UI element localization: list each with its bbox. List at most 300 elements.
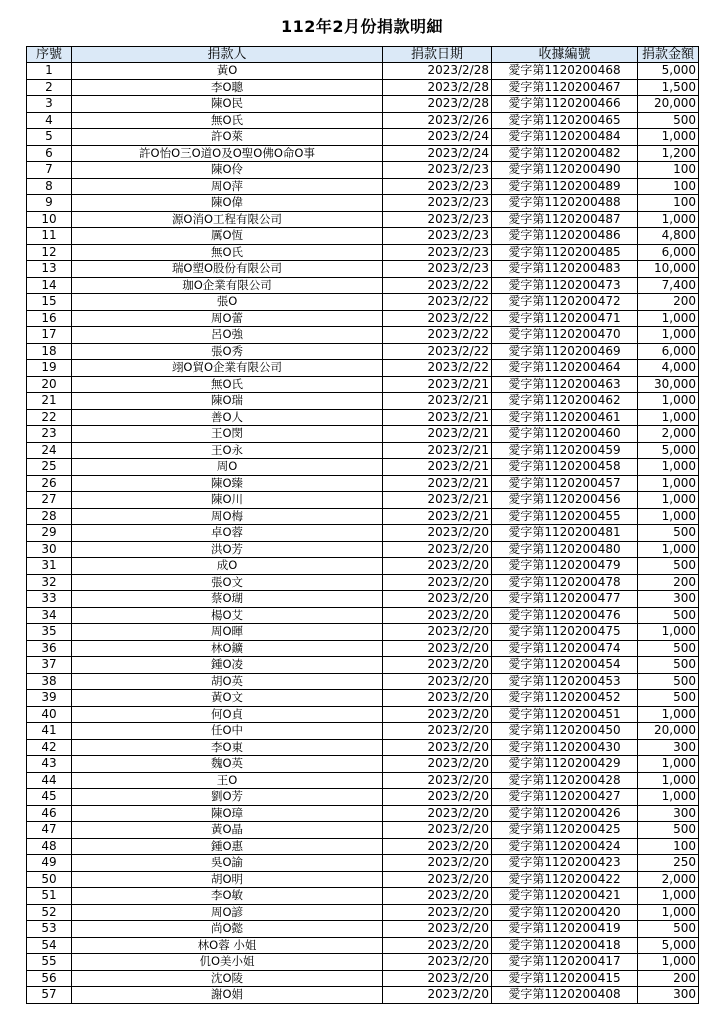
amount-cell: 500	[638, 690, 699, 707]
date-cell: 2023/2/20	[383, 525, 492, 542]
receipt-cell: 愛字第1120200470	[492, 327, 638, 344]
amount-cell: 1,000	[638, 459, 699, 476]
donor-cell: 周O暉	[72, 624, 383, 641]
seq-cell: 25	[27, 459, 72, 476]
date-cell: 2023/2/21	[383, 492, 492, 509]
amount-cell: 30,000	[638, 376, 699, 393]
amount-cell: 500	[638, 525, 699, 542]
column-header-seq: 序號	[27, 47, 72, 63]
table-body	[27, 63, 699, 1004]
amount-cell: 300	[638, 805, 699, 822]
table-row	[27, 96, 699, 113]
table-row	[27, 261, 699, 278]
donation-table	[26, 46, 699, 1004]
seq-cell: 48	[27, 838, 72, 855]
receipt-cell: 愛字第1120200466	[492, 96, 638, 113]
donor-cell: 無O氏	[72, 244, 383, 261]
date-cell: 2023/2/20	[383, 624, 492, 641]
amount-cell: 6,000	[638, 244, 699, 261]
seq-cell: 16	[27, 310, 72, 327]
receipt-cell: 愛字第1120200483	[492, 261, 638, 278]
donor-cell: 鍾O凌	[72, 657, 383, 674]
amount-cell: 100	[638, 178, 699, 195]
date-cell: 2023/2/21	[383, 459, 492, 476]
donor-cell: 瑞O塑O股份有限公司	[72, 261, 383, 278]
amount-cell: 1,000	[638, 310, 699, 327]
amount-cell: 5,000	[638, 442, 699, 459]
seq-cell: 13	[27, 261, 72, 278]
table-row	[27, 888, 699, 905]
date-cell: 2023/2/20	[383, 789, 492, 806]
date-cell: 2023/2/21	[383, 426, 492, 443]
column-header-amount: 捐款金額	[638, 47, 699, 63]
date-cell: 2023/2/21	[383, 393, 492, 410]
table-row	[27, 855, 699, 872]
donor-cell: 許O萊	[72, 129, 383, 146]
seq-cell: 14	[27, 277, 72, 294]
receipt-cell: 愛字第1120200488	[492, 195, 638, 212]
amount-cell: 500	[638, 558, 699, 575]
receipt-cell: 愛字第1120200421	[492, 888, 638, 905]
receipt-cell: 愛字第1120200484	[492, 129, 638, 146]
table-row	[27, 558, 699, 575]
receipt-cell: 愛字第1120200451	[492, 706, 638, 723]
date-cell: 2023/2/20	[383, 937, 492, 954]
amount-cell: 1,000	[638, 789, 699, 806]
table-row	[27, 63, 699, 80]
donor-cell: 何O貞	[72, 706, 383, 723]
donor-cell: 源O消O工程有限公司	[72, 211, 383, 228]
receipt-cell: 愛字第1120200422	[492, 871, 638, 888]
table-row	[27, 442, 699, 459]
amount-cell: 1,000	[638, 211, 699, 228]
table-row	[27, 987, 699, 1004]
donor-cell: 黃O晶	[72, 822, 383, 839]
donor-cell: 林O鑛	[72, 640, 383, 657]
date-cell: 2023/2/20	[383, 591, 492, 608]
date-cell: 2023/2/22	[383, 277, 492, 294]
seq-cell: 35	[27, 624, 72, 641]
donor-cell: 陳O瑞	[72, 393, 383, 410]
receipt-cell: 愛字第1120200474	[492, 640, 638, 657]
donor-cell: 翊O貿O企業有限公司	[72, 360, 383, 377]
date-cell: 2023/2/20	[383, 921, 492, 938]
amount-cell: 100	[638, 838, 699, 855]
date-cell: 2023/2/21	[383, 442, 492, 459]
date-cell: 2023/2/21	[383, 508, 492, 525]
table-row	[27, 822, 699, 839]
date-cell: 2023/2/20	[383, 673, 492, 690]
seq-cell: 28	[27, 508, 72, 525]
table-row	[27, 343, 699, 360]
donor-cell: 仉O美小姐	[72, 954, 383, 971]
column-header-receipt: 收據編號	[492, 47, 638, 63]
date-cell: 2023/2/23	[383, 211, 492, 228]
donor-cell: 周O梅	[72, 508, 383, 525]
seq-cell: 4	[27, 112, 72, 129]
donor-cell: 楊O艾	[72, 607, 383, 624]
date-cell: 2023/2/20	[383, 657, 492, 674]
seq-cell: 12	[27, 244, 72, 261]
seq-cell: 32	[27, 574, 72, 591]
amount-cell: 1,000	[638, 541, 699, 558]
table-row	[27, 162, 699, 179]
donor-cell: 李O東	[72, 739, 383, 756]
seq-cell: 44	[27, 772, 72, 789]
amount-cell: 1,000	[638, 327, 699, 344]
receipt-cell: 愛字第1120200476	[492, 607, 638, 624]
amount-cell: 100	[638, 195, 699, 212]
date-cell: 2023/2/21	[383, 376, 492, 393]
seq-cell: 36	[27, 640, 72, 657]
date-cell: 2023/2/20	[383, 756, 492, 773]
amount-cell: 1,000	[638, 772, 699, 789]
donor-cell: 周O萍	[72, 178, 383, 195]
date-cell: 2023/2/20	[383, 970, 492, 987]
date-cell: 2023/2/20	[383, 805, 492, 822]
table-row	[27, 508, 699, 525]
date-cell: 2023/2/26	[383, 112, 492, 129]
amount-cell: 2,000	[638, 426, 699, 443]
donor-cell: 任O中	[72, 723, 383, 740]
seq-cell: 10	[27, 211, 72, 228]
donor-cell: 沈O陵	[72, 970, 383, 987]
receipt-cell: 愛字第1120200427	[492, 789, 638, 806]
receipt-cell: 愛字第1120200418	[492, 937, 638, 954]
receipt-cell: 愛字第1120200459	[492, 442, 638, 459]
seq-cell: 23	[27, 426, 72, 443]
date-cell: 2023/2/20	[383, 888, 492, 905]
donor-cell: 王O閔	[72, 426, 383, 443]
donor-cell: 張O文	[72, 574, 383, 591]
table-row	[27, 574, 699, 591]
table-row	[27, 277, 699, 294]
seq-cell: 33	[27, 591, 72, 608]
seq-cell: 45	[27, 789, 72, 806]
seq-cell: 40	[27, 706, 72, 723]
amount-cell: 500	[638, 822, 699, 839]
seq-cell: 5	[27, 129, 72, 146]
amount-cell: 1,000	[638, 508, 699, 525]
amount-cell: 1,000	[638, 624, 699, 641]
amount-cell: 6,000	[638, 343, 699, 360]
seq-cell: 53	[27, 921, 72, 938]
table-row	[27, 871, 699, 888]
donor-cell: 蔡O瑚	[72, 591, 383, 608]
receipt-cell: 愛字第1120200462	[492, 393, 638, 410]
amount-cell: 500	[638, 657, 699, 674]
receipt-cell: 愛字第1120200479	[492, 558, 638, 575]
seq-cell: 54	[27, 937, 72, 954]
amount-cell: 1,000	[638, 129, 699, 146]
table-row	[27, 426, 699, 443]
receipt-cell: 愛字第1120200465	[492, 112, 638, 129]
seq-cell: 24	[27, 442, 72, 459]
receipt-cell: 愛字第1120200425	[492, 822, 638, 839]
table-row	[27, 145, 699, 162]
donor-cell: 張O秀	[72, 343, 383, 360]
date-cell: 2023/2/23	[383, 244, 492, 261]
date-cell: 2023/2/23	[383, 228, 492, 245]
receipt-cell: 愛字第1120200452	[492, 690, 638, 707]
table-row	[27, 690, 699, 707]
amount-cell: 500	[638, 112, 699, 129]
date-cell: 2023/2/20	[383, 822, 492, 839]
receipt-cell: 愛字第1120200477	[492, 591, 638, 608]
receipt-cell: 愛字第1120200467	[492, 79, 638, 96]
amount-cell: 1,000	[638, 954, 699, 971]
seq-cell: 26	[27, 475, 72, 492]
date-cell: 2023/2/21	[383, 409, 492, 426]
seq-cell: 43	[27, 756, 72, 773]
amount-cell: 500	[638, 673, 699, 690]
donor-cell: 陳O伶	[72, 162, 383, 179]
amount-cell: 300	[638, 739, 699, 756]
receipt-cell: 愛字第1120200423	[492, 855, 638, 872]
receipt-cell: 愛字第1120200453	[492, 673, 638, 690]
table-row	[27, 393, 699, 410]
seq-cell: 1	[27, 63, 72, 80]
date-cell: 2023/2/20	[383, 640, 492, 657]
table-row	[27, 739, 699, 756]
date-cell: 2023/2/20	[383, 607, 492, 624]
date-cell: 2023/2/20	[383, 706, 492, 723]
donor-cell: 王O	[72, 772, 383, 789]
receipt-cell: 愛字第1120200415	[492, 970, 638, 987]
donor-cell: 李O聰	[72, 79, 383, 96]
date-cell: 2023/2/24	[383, 145, 492, 162]
donor-cell: 鍾O惠	[72, 838, 383, 855]
date-cell: 2023/2/28	[383, 63, 492, 80]
seq-cell: 22	[27, 409, 72, 426]
date-cell: 2023/2/20	[383, 772, 492, 789]
receipt-cell: 愛字第1120200475	[492, 624, 638, 641]
table-row	[27, 195, 699, 212]
donor-cell: 張O	[72, 294, 383, 311]
seq-cell: 56	[27, 970, 72, 987]
receipt-cell: 愛字第1120200460	[492, 426, 638, 443]
date-cell: 2023/2/20	[383, 723, 492, 740]
amount-cell: 300	[638, 591, 699, 608]
donor-cell: 胡O英	[72, 673, 383, 690]
receipt-cell: 愛字第1120200490	[492, 162, 638, 179]
seq-cell: 19	[27, 360, 72, 377]
receipt-cell: 愛字第1120200428	[492, 772, 638, 789]
donor-cell: 黃O文	[72, 690, 383, 707]
date-cell: 2023/2/22	[383, 327, 492, 344]
date-cell: 2023/2/23	[383, 162, 492, 179]
seq-cell: 6	[27, 145, 72, 162]
receipt-cell: 愛字第1120200478	[492, 574, 638, 591]
seq-cell: 15	[27, 294, 72, 311]
seq-cell: 17	[27, 327, 72, 344]
seq-cell: 47	[27, 822, 72, 839]
amount-cell: 500	[638, 640, 699, 657]
receipt-cell: 愛字第1120200469	[492, 343, 638, 360]
donor-cell: 善O人	[72, 409, 383, 426]
table-row	[27, 970, 699, 987]
column-header-date: 捐款日期	[383, 47, 492, 63]
seq-cell: 42	[27, 739, 72, 756]
receipt-cell: 愛字第1120200473	[492, 277, 638, 294]
amount-cell: 500	[638, 921, 699, 938]
table-row	[27, 525, 699, 542]
table-row	[27, 228, 699, 245]
seq-cell: 8	[27, 178, 72, 195]
seq-cell: 30	[27, 541, 72, 558]
table-row	[27, 360, 699, 377]
amount-cell: 20,000	[638, 723, 699, 740]
donor-cell: 李O敏	[72, 888, 383, 905]
table-row	[27, 178, 699, 195]
table-row	[27, 937, 699, 954]
date-cell: 2023/2/20	[383, 739, 492, 756]
date-cell: 2023/2/20	[383, 574, 492, 591]
seq-cell: 55	[27, 954, 72, 971]
date-cell: 2023/2/28	[383, 79, 492, 96]
amount-cell: 4,000	[638, 360, 699, 377]
donor-cell: 尚O懿	[72, 921, 383, 938]
table-header	[27, 47, 699, 63]
amount-cell: 10,000	[638, 261, 699, 278]
receipt-cell: 愛字第1120200426	[492, 805, 638, 822]
table-row	[27, 112, 699, 129]
seq-cell: 18	[27, 343, 72, 360]
receipt-cell: 愛字第1120200454	[492, 657, 638, 674]
table-row	[27, 904, 699, 921]
table-row	[27, 772, 699, 789]
seq-cell: 20	[27, 376, 72, 393]
date-cell: 2023/2/23	[383, 195, 492, 212]
date-cell: 2023/2/20	[383, 855, 492, 872]
date-cell: 2023/2/20	[383, 904, 492, 921]
table-row	[27, 294, 699, 311]
donor-cell: 魏O英	[72, 756, 383, 773]
table-row	[27, 756, 699, 773]
amount-cell: 20,000	[638, 96, 699, 113]
table-row	[27, 244, 699, 261]
date-cell: 2023/2/21	[383, 475, 492, 492]
seq-cell: 41	[27, 723, 72, 740]
seq-cell: 49	[27, 855, 72, 872]
amount-cell: 200	[638, 970, 699, 987]
donor-cell: 厲O恆	[72, 228, 383, 245]
amount-cell: 1,000	[638, 706, 699, 723]
receipt-cell: 愛字第1120200472	[492, 294, 638, 311]
table-row	[27, 723, 699, 740]
seq-cell: 31	[27, 558, 72, 575]
amount-cell: 1,000	[638, 888, 699, 905]
donor-cell: 吳O諭	[72, 855, 383, 872]
date-cell: 2023/2/24	[383, 129, 492, 146]
header-row	[27, 47, 699, 63]
date-cell: 2023/2/20	[383, 558, 492, 575]
seq-cell: 7	[27, 162, 72, 179]
table-row	[27, 79, 699, 96]
seq-cell: 9	[27, 195, 72, 212]
date-cell: 2023/2/23	[383, 178, 492, 195]
seq-cell: 21	[27, 393, 72, 410]
table-row	[27, 954, 699, 971]
table-row	[27, 129, 699, 146]
receipt-cell: 愛字第1120200480	[492, 541, 638, 558]
date-cell: 2023/2/20	[383, 954, 492, 971]
seq-cell: 57	[27, 987, 72, 1004]
amount-cell: 1,500	[638, 79, 699, 96]
donor-cell: 周O蕾	[72, 310, 383, 327]
donor-cell: 成O	[72, 558, 383, 575]
amount-cell: 200	[638, 294, 699, 311]
seq-cell: 37	[27, 657, 72, 674]
table-row	[27, 657, 699, 674]
amount-cell: 1,000	[638, 492, 699, 509]
table-row	[27, 921, 699, 938]
seq-cell: 27	[27, 492, 72, 509]
amount-cell: 2,000	[638, 871, 699, 888]
donor-cell: 無O氏	[72, 112, 383, 129]
table-row	[27, 376, 699, 393]
amount-cell: 300	[638, 987, 699, 1004]
table-row	[27, 409, 699, 426]
donor-cell: 劉O芳	[72, 789, 383, 806]
column-header-donor: 捐款人	[72, 47, 383, 63]
receipt-cell: 愛字第1120200450	[492, 723, 638, 740]
seq-cell: 39	[27, 690, 72, 707]
donor-cell: 陳O偉	[72, 195, 383, 212]
receipt-cell: 愛字第1120200486	[492, 228, 638, 245]
table-row	[27, 541, 699, 558]
receipt-cell: 愛字第1120200461	[492, 409, 638, 426]
receipt-cell: 愛字第1120200471	[492, 310, 638, 327]
table-row	[27, 789, 699, 806]
receipt-cell: 愛字第1120200457	[492, 475, 638, 492]
donor-cell: 周O諺	[72, 904, 383, 921]
receipt-cell: 愛字第1120200458	[492, 459, 638, 476]
receipt-cell: 愛字第1120200464	[492, 360, 638, 377]
donor-cell: 周O	[72, 459, 383, 476]
table-row	[27, 640, 699, 657]
receipt-cell: 愛字第1120200487	[492, 211, 638, 228]
table-row	[27, 459, 699, 476]
table-row	[27, 591, 699, 608]
donor-cell: 珈O企業有限公司	[72, 277, 383, 294]
donor-cell: 王O永	[72, 442, 383, 459]
date-cell: 2023/2/20	[383, 541, 492, 558]
amount-cell: 5,000	[638, 63, 699, 80]
receipt-cell: 愛字第1120200485	[492, 244, 638, 261]
amount-cell: 1,000	[638, 393, 699, 410]
amount-cell: 1,200	[638, 145, 699, 162]
amount-cell: 4,800	[638, 228, 699, 245]
table-row	[27, 805, 699, 822]
seq-cell: 3	[27, 96, 72, 113]
table-row	[27, 475, 699, 492]
table-row	[27, 211, 699, 228]
table-row	[27, 706, 699, 723]
date-cell: 2023/2/20	[383, 987, 492, 1004]
date-cell: 2023/2/20	[383, 838, 492, 855]
receipt-cell: 愛字第1120200489	[492, 178, 638, 195]
table-row	[27, 838, 699, 855]
seq-cell: 51	[27, 888, 72, 905]
receipt-cell: 愛字第1120200468	[492, 63, 638, 80]
donor-cell: 胡O明	[72, 871, 383, 888]
table-row	[27, 492, 699, 509]
table-row	[27, 624, 699, 641]
date-cell: 2023/2/20	[383, 690, 492, 707]
seq-cell: 11	[27, 228, 72, 245]
donor-cell: 許O怡O三O道O及O聖O佛O命O事	[72, 145, 383, 162]
